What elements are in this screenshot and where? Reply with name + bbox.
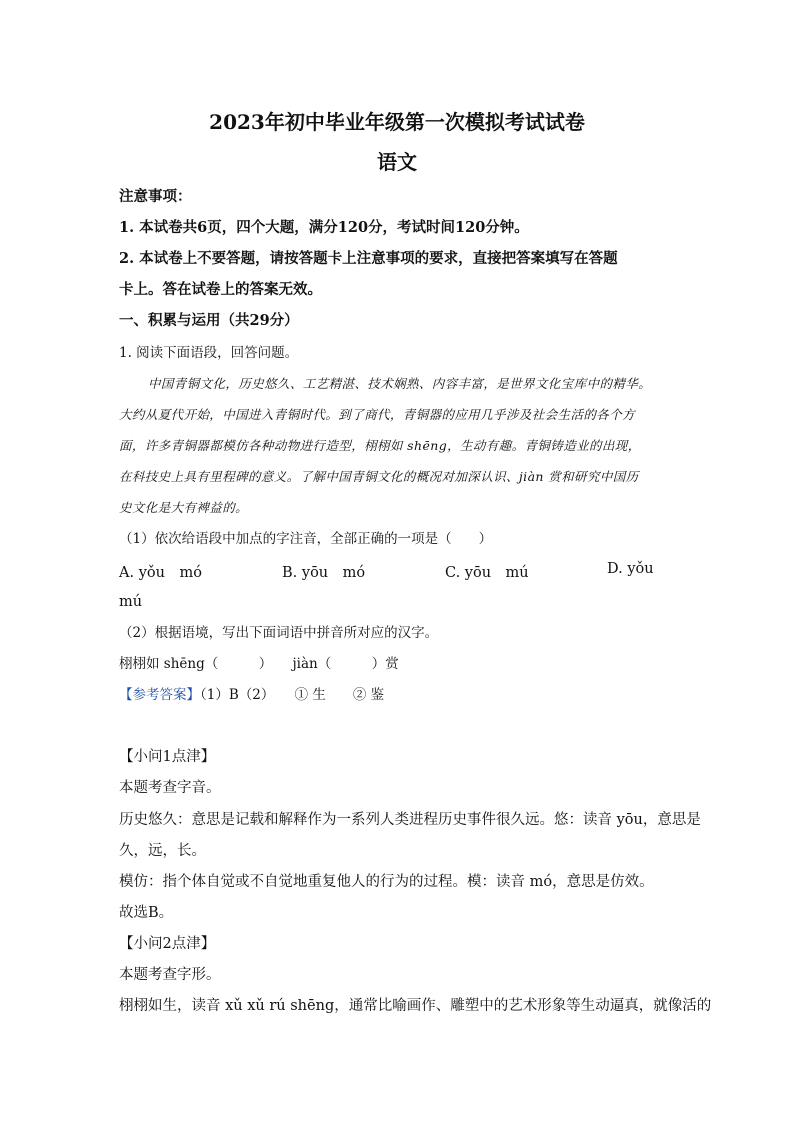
option-b: B. yōu mó <box>282 565 366 581</box>
sub-question-2-blanks: 栩栩如 shēng（ ） jiàn（ ）赏 <box>119 656 399 672</box>
analysis-heading-2: 【小问2点津】 <box>119 936 216 952</box>
notice-item-2-cont: 卡上。答在试卷上的答案无效。 <box>119 281 322 298</box>
passage-line-2: 大约从夏代开始，中国进入青铜时代。到了商代，青铜器的应用几乎涉及社会生活的各个方 <box>119 407 636 422</box>
analysis-line: 久，远，长。 <box>119 843 206 859</box>
analysis-line: 故选B。 <box>119 905 174 921</box>
option-a: A. yǒu mó <box>119 565 202 581</box>
question-1-intro: 1. 阅读下面语段，回答问题。 <box>119 345 299 361</box>
analysis-line: 栩栩如生，读音 xǔ xǔ rú shēng，通常比喻画作、雕塑中的艺术形象等生动逼真，就像活的 <box>119 998 712 1014</box>
answer-line <box>119 685 384 705</box>
analysis-heading-1: 【小问1点津】 <box>119 749 216 765</box>
passage-line-1: 中国青铜文化，历史悠久、工艺精湛、技术娴熟、内容丰富，是世界文化宝库中的精华。 <box>148 376 652 391</box>
option-c: C. yōu mú <box>445 565 529 581</box>
passage-line-5: 史文化是大有裨益的。 <box>119 500 249 515</box>
passage-line-3: 面，许多青铜器都模仿各种动物进行造型，栩栩如 shēng，生动有趣。青铜铸造业的出现， <box>119 438 641 453</box>
exam-title: 2023年初中毕业年级第一次模拟考试试卷 <box>209 110 585 134</box>
option-d: D. yǒu <box>607 561 654 577</box>
passage-line-4: 在科技史上具有里程碑的意义。了解中国青铜文化的概况对加深认识、jiàn 赏和研究中国历 <box>119 469 639 484</box>
notice-item-2: 2. 本试卷上不要答题，请按答题卡上注意事项的要求，直接把答案填写在答题 <box>119 250 618 267</box>
notice-item-1: 1. 本试卷共6页，四个大题，满分120分，考试时间120分钟。 <box>119 219 529 236</box>
section-heading: 一、积累与运用（共29分） <box>119 312 299 329</box>
analysis-line: 本题考查字形。 <box>119 967 221 983</box>
answer-text: （1）B（2） ① 生 ② 鉴 <box>200 687 385 703</box>
analysis-line: 模仿：指个体自觉或不自觉地重复他人的行为的过程。模：读音 mó，意思是仿效。 <box>119 874 654 890</box>
notice-heading: 注意事项： <box>119 188 192 205</box>
analysis-line: 本题考查字音。 <box>119 780 221 796</box>
sub-question-2: （2）根据语境，写出下面词语中拼音所对应的汉字。 <box>119 625 439 641</box>
answer-label: 【参考答案】 <box>119 687 200 703</box>
option-d-continued: mú <box>119 594 143 610</box>
sub-question-1: （1）依次给语段中加点的字注音，全部正确的一项是（ ） <box>119 531 493 547</box>
subject-title: 语文 <box>377 150 417 174</box>
analysis-line: 历史悠久：意思是记载和解释作为一系列人类进程历史事件很久远。悠：读音 yōu，意思是 <box>119 812 701 828</box>
